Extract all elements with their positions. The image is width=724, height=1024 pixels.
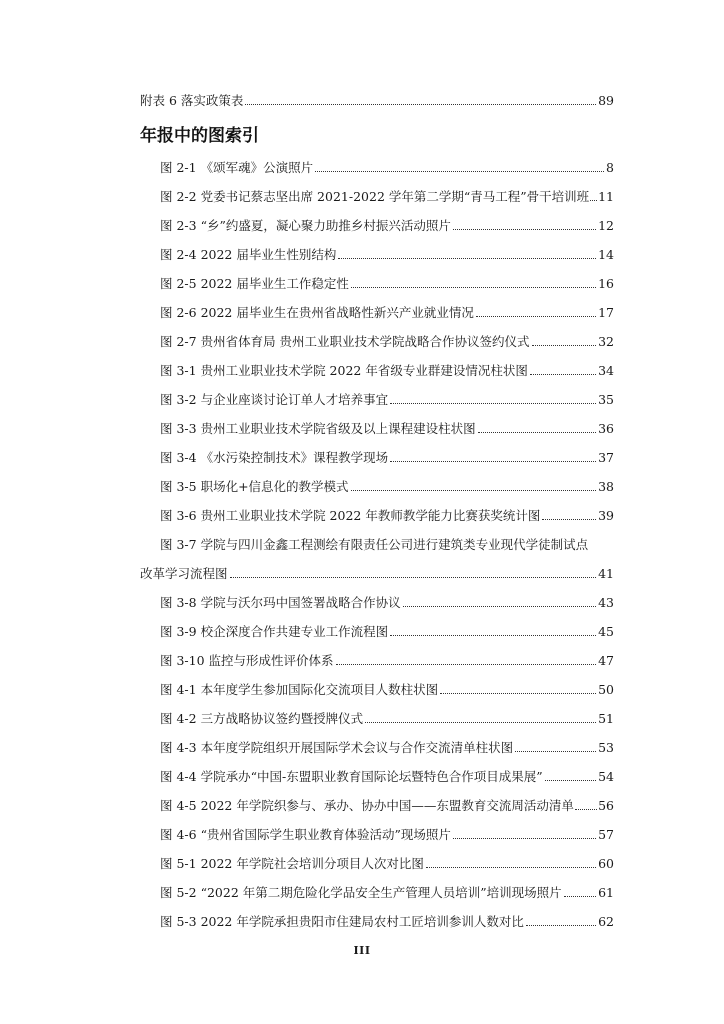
- toc-dot-leader: [478, 432, 597, 433]
- toc-entry-title: 图 4-5 2022 年学院织参与、承办、协办中国——东盟教育交流周活动清单: [160, 798, 574, 813]
- toc-entry-page: 53: [598, 740, 614, 755]
- toc-dot-leader: [365, 722, 596, 723]
- toc-entry-page: 36: [598, 421, 614, 436]
- toc-entry-page: 50: [598, 682, 614, 697]
- toc-entry-fig-5-2[interactable]: [160, 883, 614, 903]
- section-heading: 年报中的图索引: [140, 126, 259, 146]
- toc-entry-fig-4-3[interactable]: [160, 738, 614, 758]
- toc-dot-leader: [476, 316, 596, 317]
- toc-entry-title: 图 3-5 职场化+信息化的教学模式: [160, 479, 349, 494]
- toc-entry-page: 60: [598, 856, 614, 871]
- toc-entry-fig-2-7[interactable]: [160, 332, 614, 352]
- toc-entry-fig-5-1[interactable]: [160, 854, 614, 874]
- toc-entry-fig-3-6[interactable]: [160, 506, 614, 526]
- toc-dot-leader: [351, 287, 596, 288]
- toc-entry-title: 图 3-3 贵州工业职业技术学院省级及以上课程建设柱状图: [160, 421, 476, 436]
- toc-dot-leader: [440, 693, 596, 694]
- toc-entry-page: 35: [598, 392, 614, 407]
- toc-dot-leader: [453, 229, 596, 230]
- toc-entry-page: 51: [598, 711, 614, 726]
- toc-entry-page: 38: [598, 479, 614, 494]
- toc-entry-title: 图 2-5 2022 届毕业生工作稳定性: [160, 276, 349, 291]
- toc-entry-page: 17: [598, 305, 614, 320]
- toc-entry-title: 图 2-6 2022 届毕业生在贵州省战略性新兴产业就业情况: [160, 305, 474, 320]
- toc-entry-title: 图 2-7 贵州省体育局 贵州工业职业技术学院战略合作协议签约仪式: [160, 334, 530, 349]
- toc-entry-fig-3-7-continued[interactable]: [140, 564, 614, 584]
- toc-dot-leader: [338, 258, 596, 259]
- toc-dot-leader: [530, 374, 596, 375]
- toc-entry-title: 图 3-7 学院与四川金鑫工程测绘有限责任公司进行建筑类专业现代学徒制试点: [160, 537, 589, 552]
- toc-entry-title: 图 4-6 “贵州省国际学生职业教育体验活动”现场照片: [160, 827, 451, 842]
- toc-entry-fig-3-4[interactable]: [160, 448, 614, 468]
- toc-entry-title: 图 4-2 三方战略协议签约暨授牌仪式: [160, 711, 364, 726]
- toc-entry-page: 57: [598, 827, 614, 842]
- toc-dot-leader: [315, 171, 604, 172]
- toc-entry-title: 图 3-2 与企业座谈讨论订单人才培养事宜: [160, 392, 389, 407]
- toc-entry-fig-4-1[interactable]: [160, 680, 614, 700]
- toc-entry-title: 附表 6 落实政策表: [140, 93, 244, 108]
- toc-entry-fig-4-5[interactable]: [160, 796, 614, 816]
- toc-entry-fig-2-4[interactable]: [160, 245, 614, 265]
- toc-entry-title: 图 2-2 党委书记蔡志坚出席 2021-2022 学年第二学期“青马工程”骨干培训班: [160, 189, 590, 204]
- toc-entry-page: 37: [598, 450, 614, 465]
- toc-entry-fig-3-3[interactable]: [160, 419, 614, 439]
- toc-entry-fig-3-5[interactable]: [160, 477, 614, 497]
- toc-entry-fig-2-2[interactable]: [160, 187, 614, 207]
- toc-entry-fig-4-4[interactable]: [160, 767, 614, 787]
- toc-dot-leader: [532, 345, 597, 346]
- toc-entry-page: 32: [598, 334, 614, 349]
- toc-entry-page: 45: [598, 624, 614, 639]
- toc-dot-leader: [542, 519, 596, 520]
- toc-entry-title: 图 4-3 本年度学院组织开展国际学术会议与合作交流清单柱状图: [160, 740, 514, 755]
- toc-entry-fig-2-5[interactable]: [160, 274, 614, 294]
- toc-entry-title: 图 2-1 《颂军魂》公演照片: [160, 160, 314, 175]
- toc-entry-fig-3-2[interactable]: [160, 390, 614, 410]
- toc-dot-leader: [390, 403, 596, 404]
- toc-entry-title: 图 3-8 学院与沃尔玛中国签署战略合作协议: [160, 595, 401, 610]
- toc-entry-page: 89: [598, 93, 614, 108]
- toc-entry-fig-3-7[interactable]: [160, 535, 614, 555]
- toc-entry-page: 43: [598, 595, 614, 610]
- toc-dot-leader: [230, 577, 597, 578]
- toc-dot-leader: [453, 838, 596, 839]
- toc-dot-leader: [515, 751, 596, 752]
- toc-dot-leader: [575, 809, 597, 810]
- toc-entry-page: 34: [598, 363, 614, 378]
- toc-dot-leader: [351, 490, 597, 491]
- page-number: III: [353, 944, 371, 957]
- toc-entry-title: 图 2-3 “乡”约盛夏，凝心聚力助推乡村振兴活动照片: [160, 218, 451, 233]
- toc-entry-title: 图 5-1 2022 年学院社会培训分项目人次对比图: [160, 856, 424, 871]
- toc-entry-title: 图 5-3 2022 年学院承担贵阳市住建局农村工匠培训参训人数对比: [160, 914, 524, 929]
- toc-dot-leader: [526, 925, 596, 926]
- toc-dot-leader: [403, 606, 597, 607]
- toc-entry-page: 16: [598, 276, 614, 291]
- toc-entry-title: 图 3-6 贵州工业职业技术学院 2022 年教师教学能力比赛获奖统计图: [160, 508, 541, 523]
- toc-entry-fig-3-8[interactable]: [160, 593, 614, 613]
- toc-entry-fig-2-3[interactable]: [160, 216, 614, 236]
- toc-entry-fig-4-2[interactable]: [160, 709, 614, 729]
- toc-dot-leader: [245, 104, 596, 105]
- toc-entry-page: 11: [598, 189, 614, 204]
- toc-dot-leader: [336, 664, 597, 665]
- toc-entry-fig-2-6[interactable]: [160, 303, 614, 323]
- toc-entry-title: 图 3-4 《水污染控制技术》课程教学现场: [160, 450, 389, 465]
- toc-entry-appendix-6[interactable]: [140, 91, 614, 111]
- toc-entry-page: 8: [606, 160, 614, 175]
- toc-entry-title: 图 2-4 2022 届毕业生性别结构: [160, 247, 337, 262]
- toc-dot-leader: [545, 780, 597, 781]
- toc-entry-fig-3-1[interactable]: [160, 361, 614, 381]
- toc-entry-page: 39: [598, 508, 614, 523]
- toc-entry-fig-4-6[interactable]: [160, 825, 614, 845]
- toc-entry-page: 56: [598, 798, 614, 813]
- toc-dot-leader: [390, 461, 596, 462]
- toc-entry-title: 图 5-2 “2022 年第二期危险化学品安全生产管理人员培训”培训现场照片: [160, 885, 562, 900]
- toc-entry-title-continued: 改革学习流程图: [140, 566, 228, 581]
- toc-entry-title: 图 3-9 校企深度合作共建专业工作流程图: [160, 624, 389, 639]
- toc-entry-title: 图 3-1 贵州工业职业技术学院 2022 年省级专业群建设情况柱状图: [160, 363, 528, 378]
- toc-entry-title: 图 3-10 监控与形成性评价体系: [160, 653, 334, 668]
- toc-entry-page: 61: [598, 885, 614, 900]
- toc-entry-fig-3-10[interactable]: [160, 651, 614, 671]
- toc-entry-fig-3-9[interactable]: [160, 622, 614, 642]
- toc-entry-fig-5-3[interactable]: [160, 912, 614, 932]
- toc-entry-page: 14: [598, 247, 614, 262]
- toc-entry-page: 12: [598, 218, 614, 233]
- toc-entry-page: 47: [598, 653, 614, 668]
- toc-dot-leader: [426, 867, 596, 868]
- toc-entry-page: 41: [598, 566, 614, 581]
- toc-entry-title: 图 4-1 本年度学生参加国际化交流项目人数柱状图: [160, 682, 439, 697]
- toc-entry-title: 图 4-4 学院承办“中国-东盟职业教育国际论坛暨特色合作项目成果展”: [160, 769, 543, 784]
- toc-dot-leader: [590, 200, 597, 201]
- toc-dot-leader: [564, 896, 596, 897]
- toc-entry-page: 62: [598, 914, 614, 929]
- toc-dot-leader: [390, 635, 596, 636]
- toc-entry-page: 54: [598, 769, 614, 784]
- toc-entry-fig-2-1[interactable]: [160, 158, 614, 178]
